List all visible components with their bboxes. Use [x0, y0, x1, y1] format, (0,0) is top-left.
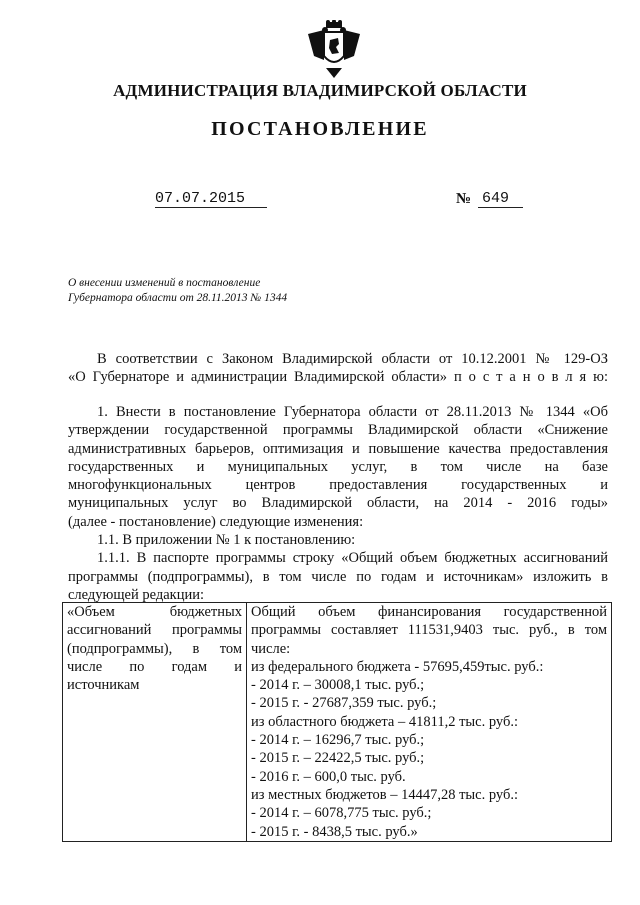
item-1-line: 1. Внести в постановление Губернатора области от 28.11.2013 № 1344 «Об [97, 404, 608, 420]
subject-line: О внесении изменений в постановление [68, 277, 261, 289]
value-line: - 2015 г. - 8438,5 тыс. руб.» [251, 823, 418, 840]
preamble-line: В соответствии с Законом Владимирской области от 10.12.2001 № 129-ОЗ [97, 351, 608, 367]
item-1-1-1-line: следующей редакции: [68, 586, 205, 603]
document-date: 07.07.2015 [155, 190, 267, 208]
value-line: - 2014 г. – 16296,7 тыс. руб.; [251, 732, 425, 749]
item-1-line: (далее - постановление) следующие изменения: [68, 513, 364, 530]
value-line: из местных бюджетов – 14447,28 тыс. руб.: [251, 786, 519, 803]
value-line: Общий объем финансирования государственной [251, 604, 607, 620]
label-line: числе по годам и [67, 658, 242, 675]
value-line: - 2014 г. – 30008,1 тыс. руб.; [251, 677, 425, 694]
organization-name: АДМИНИСТРАЦИЯ ВЛАДИМИРСКОЙ ОБЛАСТИ [113, 81, 527, 100]
label-line: «Объем бюджетных [67, 604, 242, 620]
document-number: 649 [478, 190, 523, 208]
coat-of-arms-emblem [306, 20, 362, 80]
item-1-line: многофункциональных центров предоставления государственных и [68, 477, 608, 494]
item-1-1-1-line: программы (подпрограммы), в том числе по годам и источникам» изложить в [68, 568, 608, 585]
table-row [63, 603, 612, 842]
item-1-line: государственных и муниципальных услуг, в том числе на базе [68, 458, 608, 475]
item-1-line: утверждении государственной программы Владимирской области «Снижение [68, 422, 608, 439]
item-1-1: 1.1. В приложении № 1 к постановлению: [97, 532, 356, 549]
item-1-1-1-line: 1.1.1. В паспорте программы строку «Общий объем бюджетных ассигнований [97, 550, 608, 567]
item-1-line: муниципальных услуг во Владимирской области, на 2014 - 2016 годы» [68, 495, 608, 512]
label-line: (подпрограммы), в том [67, 640, 242, 657]
item-1 [68, 403, 608, 604]
document-type-title: ПОСТАНОВЛЕНИЕ [211, 118, 429, 140]
preamble [68, 350, 608, 387]
table-cell-value [247, 603, 612, 842]
preamble-line: «О Губернаторе и администрации Владимирской области» п о с т а н о в л я ю: [68, 369, 608, 386]
value-line: - 2014 г. – 6078,775 тыс. руб.; [251, 805, 432, 822]
value-line: - 2015 г. - 27687,359 тыс. руб.; [251, 695, 437, 712]
subject-line: Губернатора области от 28.11.2013 № 1344 [68, 292, 288, 304]
value-line: программы составляет 111531,9403 тыс. руб., в том [251, 622, 607, 639]
value-line: из федерального бюджета - 57695,459тыс. руб.: [251, 658, 544, 675]
value-line: - 2016 г. – 600,0 тыс. руб. [251, 768, 406, 785]
value-line: числе: [251, 640, 291, 657]
document-subject [68, 276, 287, 306]
label-line: источникам [67, 677, 140, 694]
number-label: № [456, 191, 472, 207]
label-line: ассигнований программы [67, 622, 242, 639]
budget-table [62, 602, 612, 842]
value-line: из областного бюджета – 41811,2 тыс. руб.: [251, 713, 518, 730]
table-cell-label [63, 603, 247, 842]
item-1-line: административных барьеров, оптимизация и повышение качества предоставления [68, 440, 608, 457]
value-line: - 2015 г. – 22422,5 тыс. руб.; [251, 750, 425, 767]
